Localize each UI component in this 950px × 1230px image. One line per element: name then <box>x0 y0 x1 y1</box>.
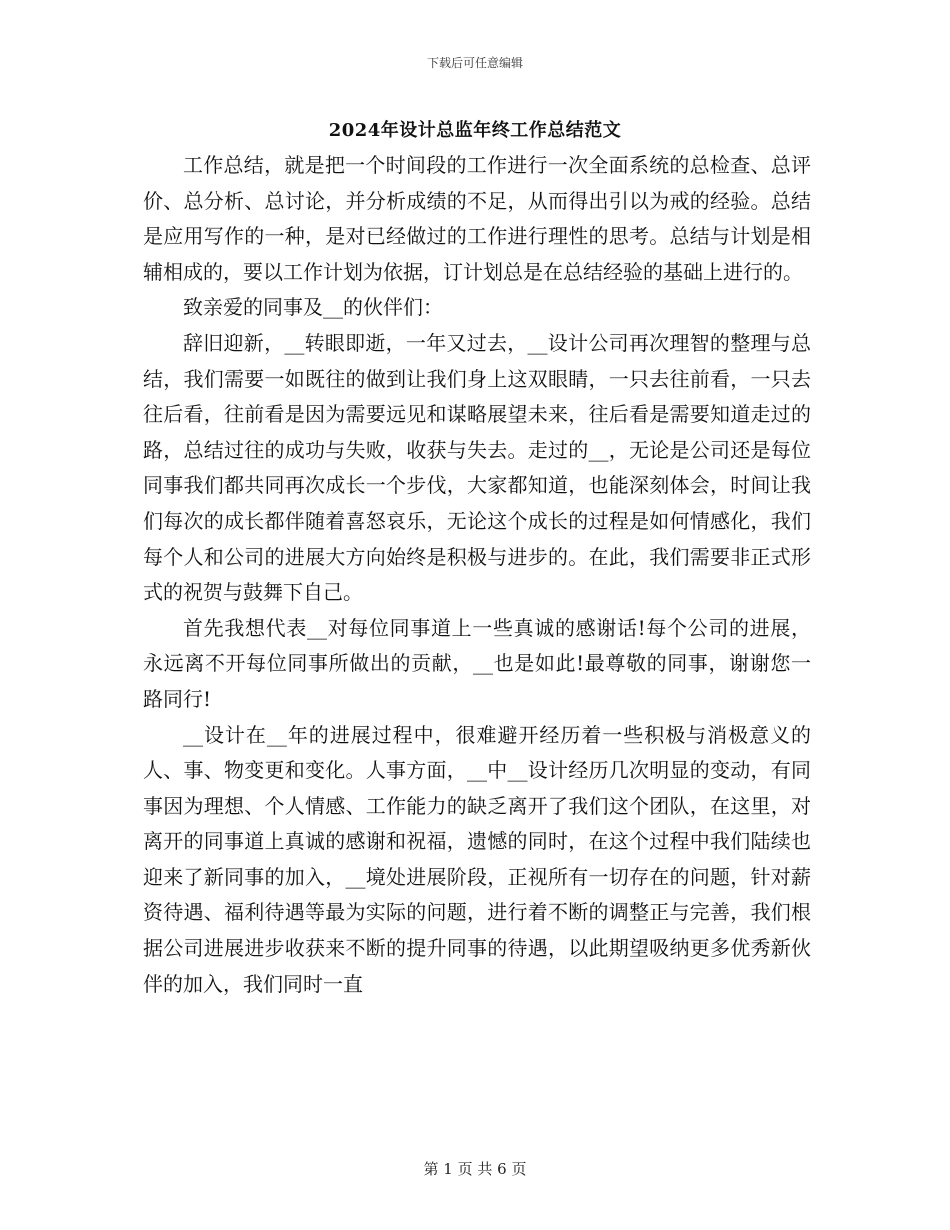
document-body <box>143 148 811 1002</box>
header-note: 下载后可任意编辑 <box>426 56 523 70</box>
document-title: 2024年设计总监年终工作总结范文 <box>328 120 622 141</box>
paragraph-intro: 工作总结，就是把一个时间段的工作进行一次全面系统的总检查、总评价、总分析、总讨论，并分析成绩的不足，从而得出引以为戒的经验。总结是应用写作的一种，是对已经做过的工作进行理性的思考。总结与计划是相辅相成的，要以工作计划为依据，订计划总是在总结经验的基础上进行的。 <box>143 153 811 284</box>
paragraph-thanks: 首先我想代表__对每位同事道上一些真诚的感谢话!每个公司的进展，永远离不开每位同事所做出的贡献，__也是如此!最尊敬的同事，谢谢您一路同行! <box>143 615 811 711</box>
paragraph-review: 辞旧迎新，__转眼即逝，一年又过去，__设计公司再次理智的整理与总结，我们需要一如既往的做到让我们身上这双眼睛，一只去往前看，一只去往后看，往前看是因为需要远见和谋略展望未来，往后看是需要知道走过的路，总结过往的成功与失败，收获与失去。走过的__，无论是公司还是每位同事我们都共同再次成长一个步伐，大家都知道，也能深刻体会，时间让我们每次的成长都伴随着喜怒哀乐，无论这个成长的过程是如何情感化，我们每个人和公司的进展大方向始终是积极与进步的。在此，我们需要非正式形式的祝贺与鼓舞下自己。 <box>143 330 811 605</box>
paragraph-salutation: 致亲爱的同事及__的伙伴们： <box>183 295 443 320</box>
paragraph-development: __设计在__年的进展过程中，很难避开经历着一些积极与消极意义的人、事、物变更和变化。人事方面，__中__设计经历几次明显的变动，有同事因为理想、个人情感、工作能力的缺乏离开了我们这个团队，在这里，对离开的同事道上真诚的感谢和祝福，遗憾的同时，在这个过程中我们陆续也迎来了新同事的加入，__境处进展阶段，正视所有一切存在的问题，针对薪资待遇、福利待遇等最为实际的问题，进行着不断的调整正与完善，我们根据公司进展进步收获来不断的提升同事的待遇，以此期望吸纳更多优秀新伙伴的加入，我们同时一直 <box>143 722 811 996</box>
page-indicator: 第 1 页 共 6 页 <box>423 1160 527 1178</box>
